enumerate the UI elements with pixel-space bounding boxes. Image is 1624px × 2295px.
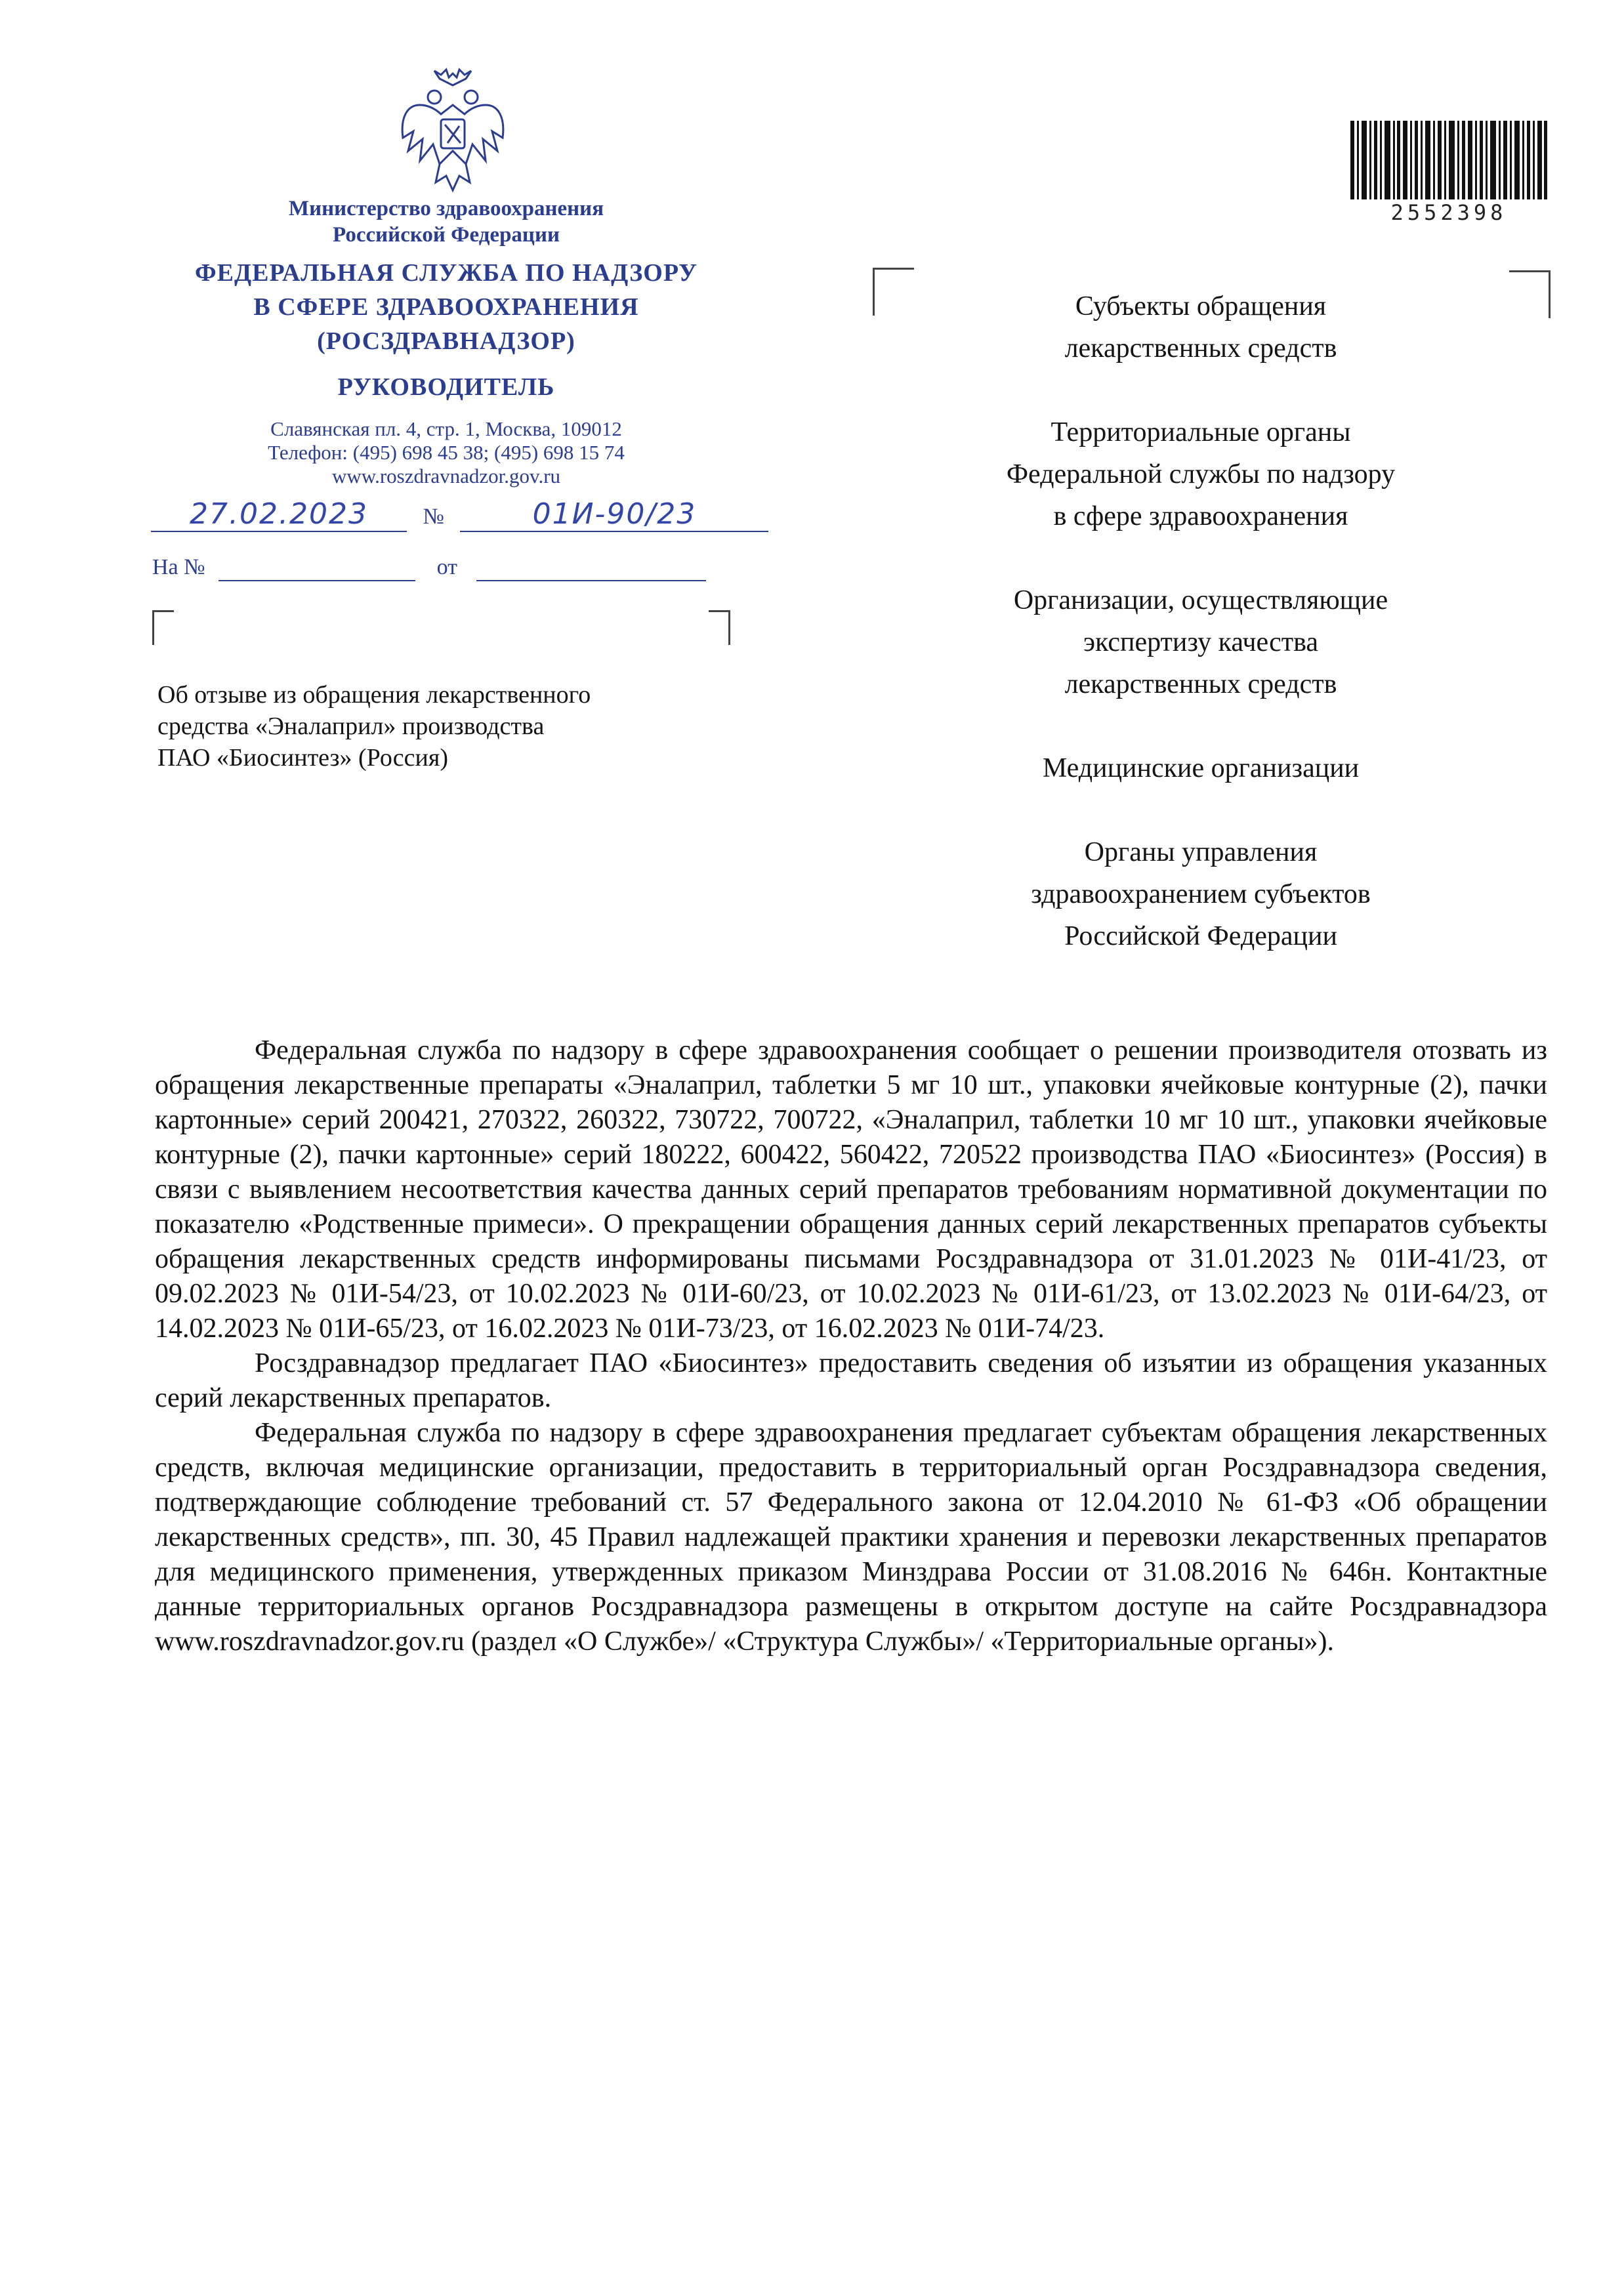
position-title: РУКОВОДИТЕЛЬ (337, 373, 555, 401)
barcode-number: 2552398 (1390, 200, 1507, 225)
registration-line (151, 497, 781, 537)
registration-number: 01И-90/23 (460, 497, 768, 532)
ministry-name: Министерство здравоохранения Российской Федерации (288, 197, 604, 247)
subject-bracket-right (709, 610, 730, 645)
ref-date-blank (476, 555, 706, 581)
recipients-list (906, 285, 1496, 999)
subject-bracket-left (152, 610, 174, 645)
letter-body (155, 1033, 1547, 1659)
reference-line (152, 555, 743, 581)
ref-number-label: На № (152, 555, 205, 579)
russian-coat-of-arms-icon (394, 66, 512, 197)
recipient-item: Субъекты обращения лекарственных средств (1064, 291, 1337, 363)
body-paragraph-3: Федеральная служба по надзору в сфере здравоохранения предлагает субъектам обращения лекарственных средств, включая медицинские организации, предоставить в территориальный орган Росздравнадзора сведения, подтверждающие соблюдение требований ст. 57 Федерального закона от 12.04.2010 № 61-ФЗ «Об обращении лекарственных средств», пп. 30, 45 Правил надлежащей практики хранения и перевозки лекарственных препаратов для медицинского применения, утвержденных приказом Минздрава России от 31.08.2016 № 646н. Контактные данные территориальных органов Росздравнадзора размещены в открытом доступе на сайте Росздравнадзора www.roszdravnadzor.gov.ru (раздел «О Службе»/ «Структура Службы»/ «Территориальные органы»). (155, 1418, 1547, 1657)
body-paragraph-2: Росздравнадзор предлагает ПАО «Биосинтез» предоставить сведения об изъятии из обращения указанных серий лекарственных препаратов. (155, 1348, 1547, 1413)
body-paragraph-1: Федеральная служба по надзору в сфере здравоохранения сообщает о решении производителя отозвать из обращения лекарственные препараты «Эналаприл, таблетки 5 мг 10 шт., упаковки ячейковые контурные (2), пачки картонные» серий 200421, 270322, 260322, 730722, 700722, «Эналаприл, таблетки 10 мг 10 шт., упаковки ячейковые контурные (2), пачки картонные» серий 180222, 600422, 560422, 720522 производства ПАО «Биосинтез» (Россия) в связи с выявлением несоответствия качества данных серий препаратов требованиям нормативной документации по показателю «Родственные примеси». О прекращении обращения данных серий лекарственных препаратов субъекты обращения лекарственных средств информированы письмами Росздравнадзора от 31.01.2023 № 01И-41/23, от 09.02.2023 № 01И-54/23, от 10.02.2023 № 01И-60/23, от 10.02.2023 № 01И-61/23, от 13.02.2023 № 01И-64/23, от 14.02.2023 № 01И-65/23, от 16.02.2023 № 01И-73/23, от 16.02.2023 № 01И-74/23. (155, 1035, 1547, 1344)
ref-number-blank (219, 555, 415, 581)
agency-website: www.roszdravnadzor.gov.ru (331, 465, 561, 487)
number-sign: № (423, 505, 444, 529)
agency-phone: Телефон: (495) 698 45 38; (495) 698 15 74 (268, 441, 625, 464)
registration-date: 27.02.2023 (151, 497, 407, 532)
recipients-bracket-right (1509, 270, 1551, 318)
ref-from-label: от (436, 555, 458, 579)
recipient-item: Организации, осуществляющие экспертизу качества лекарственных средств (1013, 585, 1388, 699)
barcode-icon (1350, 121, 1547, 199)
agency-address: Славянская пл. 4, стр. 1, Москва, 109012 (270, 417, 622, 440)
letter-subject: Об отзыве из обращения лекарственного средства «Эналаприл» производства ПАО «Биосинтез» (Россия) (157, 681, 591, 772)
recipient-item: Органы управления здравоохранением субъектов Российской Федерации (1031, 837, 1371, 951)
recipient-item: Медицинские организации (1042, 753, 1360, 783)
agency-name: ФЕДЕРАЛЬНАЯ СЛУЖБА ПО НАДЗОРУ В СФЕРЕ ЗДРАВООХРАНЕНИЯ (РОСЗДРАВНАДЗОР) (195, 259, 697, 355)
agency-contacts (157, 417, 735, 488)
recipient-item: Территориальные органы Федеральной службы по надзору в сфере здравоохранения (1006, 417, 1396, 531)
